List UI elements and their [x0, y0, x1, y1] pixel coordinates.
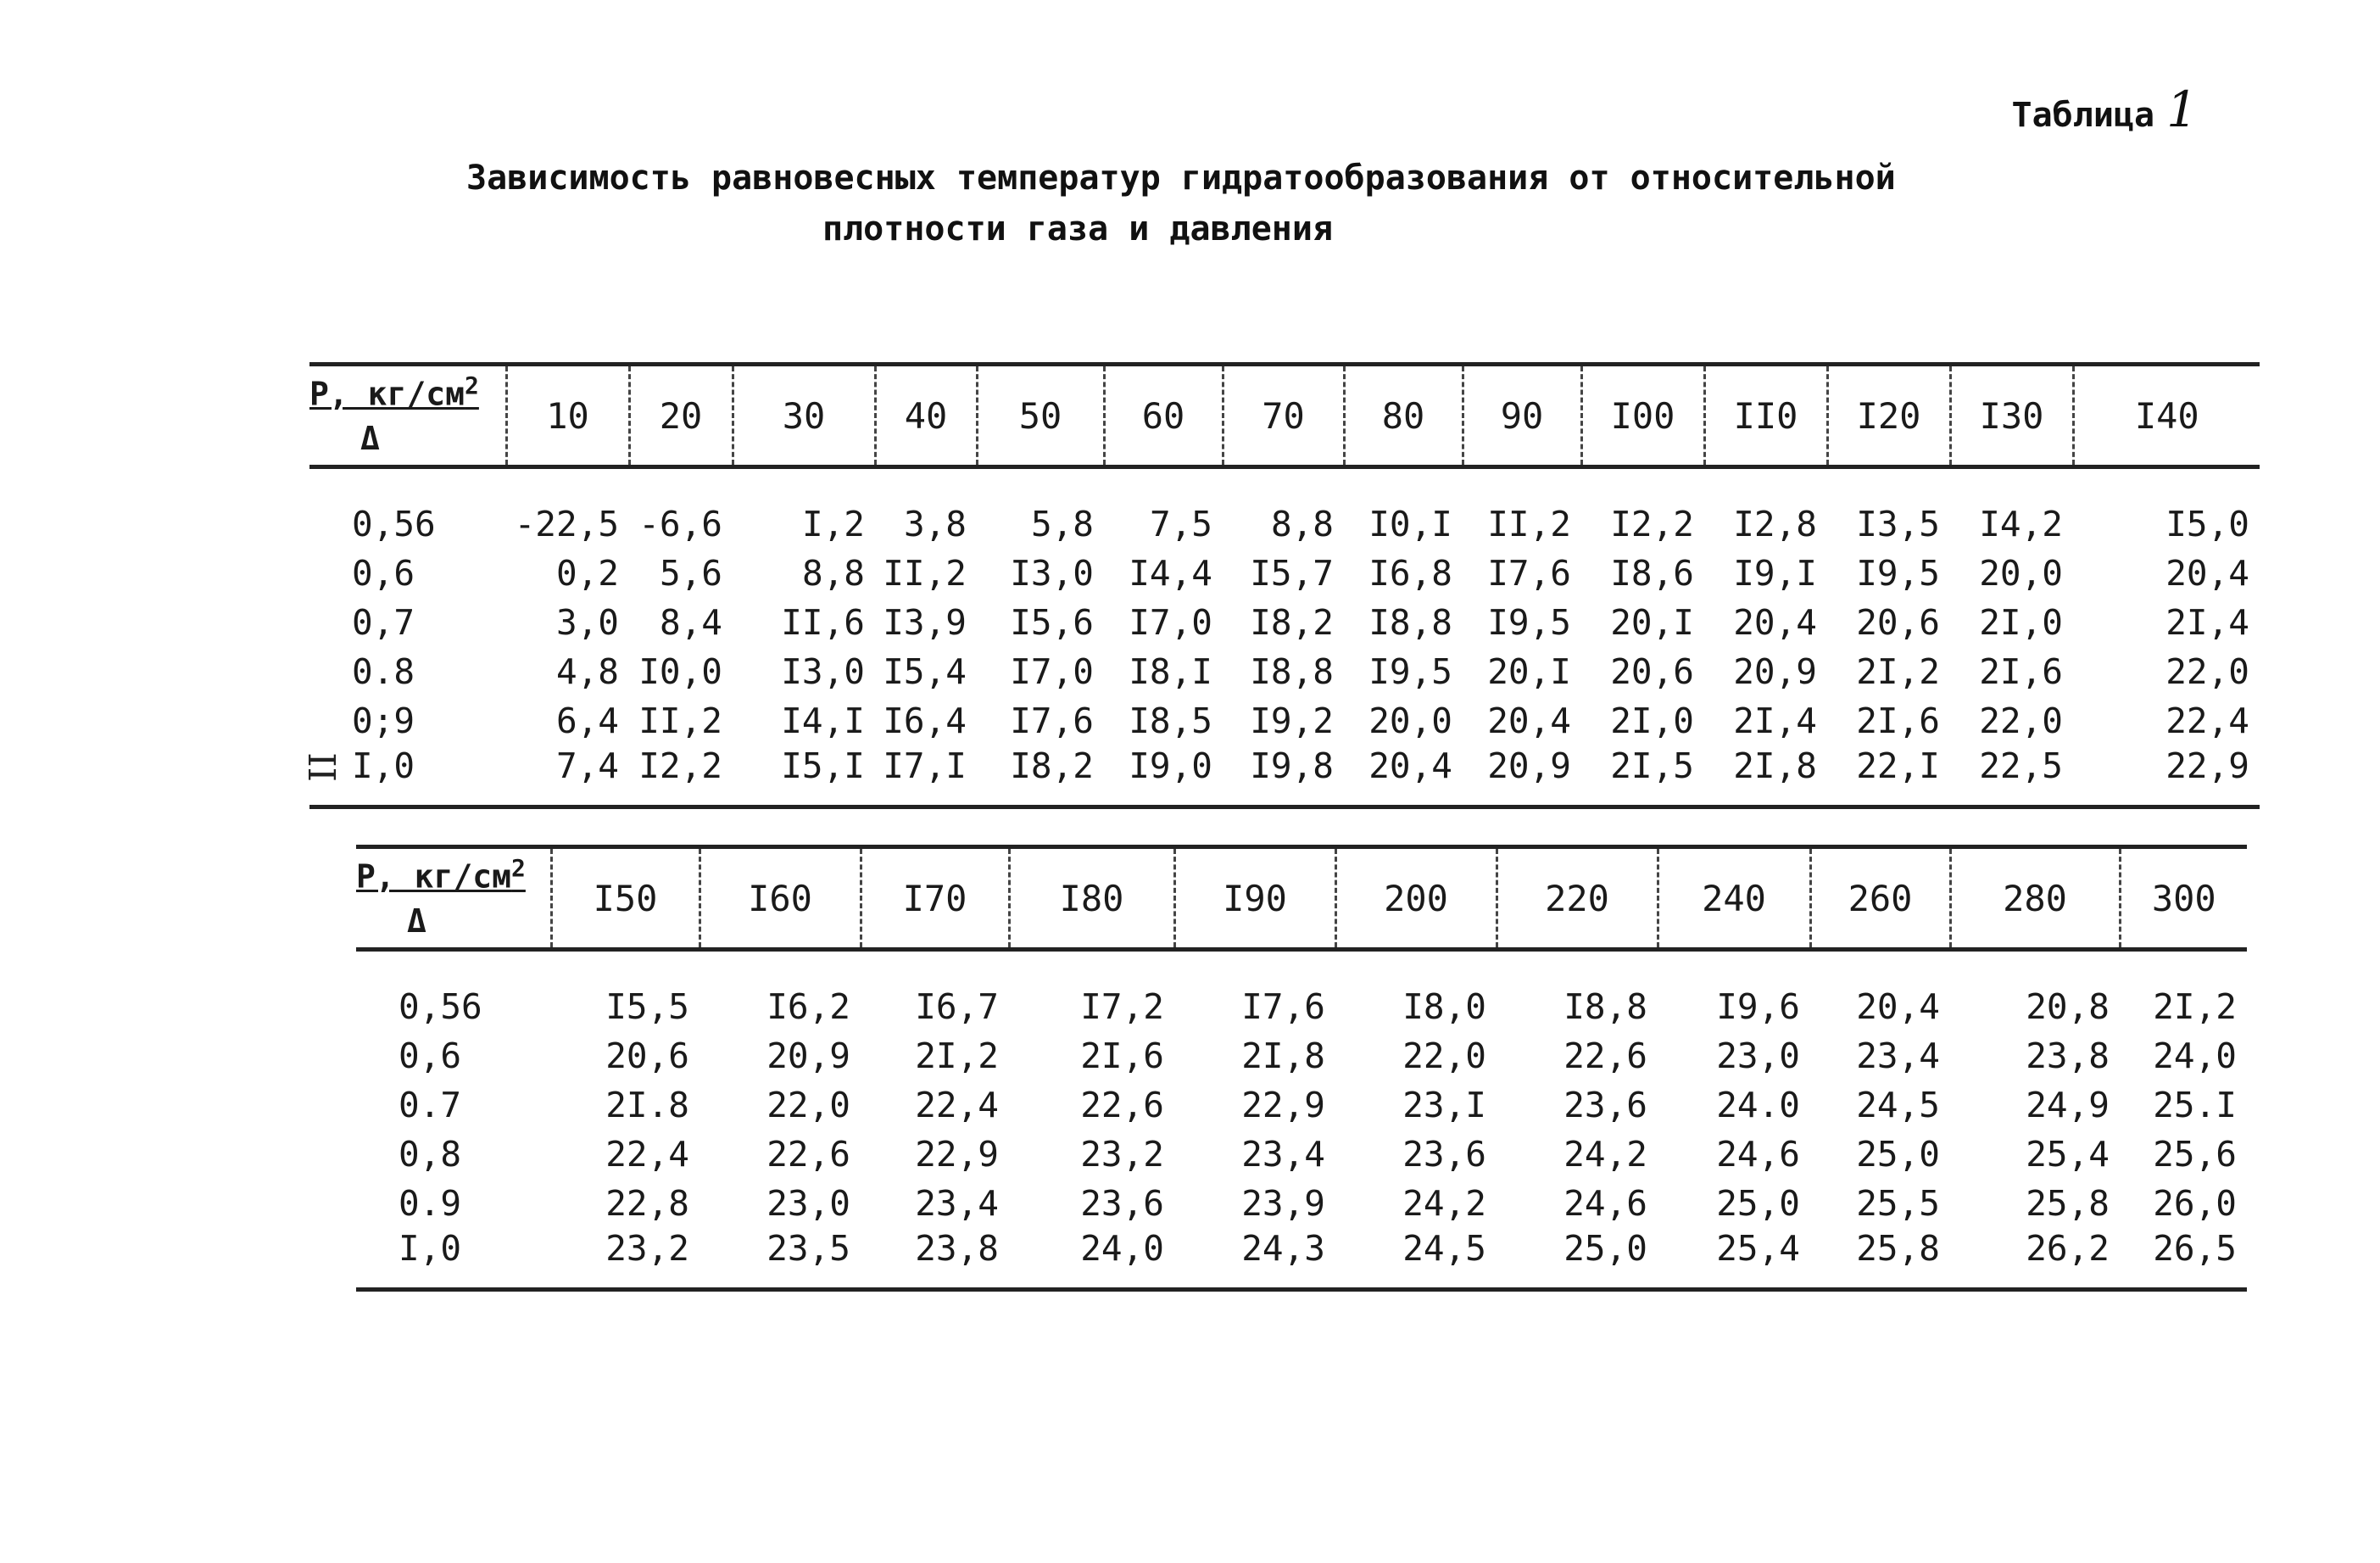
temperature-cell: 23,4 — [1856, 1035, 1940, 1076]
pressure-header: 200 — [1335, 847, 1497, 950]
temperature-cell: 25,8 — [2026, 1183, 2110, 1224]
temperature-cell: I7,6 — [1487, 553, 1571, 594]
temperature-cell: I9,2 — [1250, 701, 1334, 741]
temperature-cell: I0,I — [1368, 504, 1452, 544]
pressure-header: I90 — [1174, 847, 1335, 950]
temperature-cell: I4,4 — [1129, 553, 1212, 594]
temperature-cell: I2,2 — [629, 745, 733, 807]
temperature-cell: I8,5 — [1129, 701, 1212, 741]
temperature-cell: 2I,5 — [1581, 745, 1704, 807]
temperature-cell: 20,4 — [1733, 602, 1817, 643]
pressure-header: 240 — [1658, 847, 1810, 950]
temperature-cell: -22,5 — [514, 504, 619, 544]
temperature-cell: I3,5 — [1856, 504, 1940, 544]
pressure-header: I40 — [2073, 365, 2260, 467]
temperature-cell: 23,9 — [1241, 1183, 1325, 1224]
pressure-unit: Р, кг/см — [356, 857, 512, 896]
density-cell: I,0 — [309, 745, 506, 807]
pressure-header: II0 — [1704, 365, 1827, 467]
temperature-cell: 24,0 — [2153, 1035, 2237, 1076]
temperature-cell: 20,8 — [2026, 986, 2110, 1027]
temperature-cell: 8,4 — [659, 602, 722, 643]
pressure-header: 280 — [1950, 847, 2120, 950]
density-cell: 0,56 — [399, 986, 482, 1027]
temperature-cell: 20,I — [1487, 651, 1571, 692]
temperature-cell: I6,7 — [915, 986, 999, 1027]
temperature-cell: 22,I — [1827, 745, 1950, 807]
temperature-cell: 7,5 — [1149, 504, 1212, 544]
table-row — [309, 549, 2260, 598]
temperature-cell: 5,6 — [659, 553, 722, 594]
density-cell: 0,7 — [352, 602, 415, 643]
temperature-cell: 23,6 — [1080, 1183, 1164, 1224]
temperature-cell: 2I,0 — [1610, 701, 1694, 741]
title-line-1: Зависимость равновесных температур гидратообразования от относительной — [466, 159, 1896, 198]
table-row — [356, 1228, 2247, 1290]
temperature-cell: II,2 — [883, 553, 967, 594]
temperature-cell: 23,4 — [915, 1183, 999, 1224]
temperature-cell: II,2 — [1487, 504, 1571, 544]
temperature-cell: 23,6 — [1563, 1085, 1647, 1125]
temperature-cell: II,2 — [638, 701, 722, 741]
table-row — [356, 1130, 2247, 1179]
temperature-cell: 23,2 — [551, 1228, 700, 1290]
temperature-cell: I9,I — [1733, 553, 1817, 594]
temperature-cell: 20,9 — [1733, 651, 1817, 692]
temperature-cell: 24,5 — [1856, 1085, 1940, 1125]
temperature-cell: 25,6 — [2153, 1134, 2237, 1175]
temperature-cell: I8,8 — [1250, 651, 1334, 692]
temperature-cell: 23,0 — [1716, 1035, 1800, 1076]
temperature-cell: 20,4 — [2165, 553, 2249, 594]
temperature-cell: 2I,6 — [1080, 1035, 1164, 1076]
spacer-cell — [309, 467, 2260, 500]
temperature-cell: 26,2 — [1950, 1228, 2120, 1290]
temperature-cell: 25,5 — [1856, 1183, 1940, 1224]
temperature-cell: I7,2 — [1080, 986, 1164, 1027]
temperature-cell: 23,6 — [1402, 1134, 1486, 1175]
temperature-cell: I5,7 — [1250, 553, 1334, 594]
temperature-cell: 22,0 — [766, 1085, 850, 1125]
temperature-cell: I3,0 — [1010, 553, 1094, 594]
density-cell: 0.9 — [399, 1183, 462, 1224]
table-row — [356, 1031, 2247, 1080]
pressure-header: 50 — [977, 365, 1104, 467]
pressure-header: I50 — [551, 847, 700, 950]
pressure-exponent: 2 — [511, 854, 526, 882]
temperature-cell: 25,4 — [2026, 1134, 2110, 1175]
temperature-cell: I8,I — [1129, 651, 1212, 692]
temperature-cell: I9,6 — [1716, 986, 1800, 1027]
temperature-cell: 2I,6 — [1979, 651, 2063, 692]
temperature-cell: 24,2 — [1402, 1183, 1486, 1224]
temperature-cell: 24,9 — [2026, 1085, 2110, 1125]
density-cell: 0,56 — [352, 504, 436, 544]
pressure-header: 300 — [2120, 847, 2247, 950]
temperature-cell: 25,8 — [1810, 1228, 1950, 1290]
temperature-cell: 22,4 — [915, 1085, 999, 1125]
temperature-cell: I9,5 — [1368, 651, 1452, 692]
temperature-cell: 20,I — [1610, 602, 1694, 643]
header-row — [309, 365, 2260, 467]
temperature-cell: 25,4 — [1658, 1228, 1810, 1290]
temperature-cell: 26,5 — [2120, 1228, 2247, 1290]
temperature-cell: 25,0 — [1497, 1228, 1658, 1290]
pressure-header: 260 — [1810, 847, 1950, 950]
temperature-cell: 23,4 — [1241, 1134, 1325, 1175]
temperature-cell: 20,0 — [1979, 553, 2063, 594]
temperature-cell: I5,I — [733, 745, 875, 807]
temperature-cell: 23,8 — [861, 1228, 1009, 1290]
pressure-header: 80 — [1344, 365, 1463, 467]
temperature-cell: 20,9 — [766, 1035, 850, 1076]
temperature-cell: 23,8 — [2026, 1035, 2110, 1076]
temperature-cell: I8,2 — [977, 745, 1104, 807]
temperature-cell: 22,0 — [1402, 1035, 1486, 1076]
table-row — [356, 1080, 2247, 1130]
temperature-cell: I5,5 — [605, 986, 689, 1027]
temperature-cell: 22,4 — [605, 1134, 689, 1175]
temperature-cell: I8,8 — [1368, 602, 1452, 643]
temperature-cell: I7,0 — [1129, 602, 1212, 643]
temperature-cell: 0,2 — [555, 553, 619, 594]
temperature-cell: 20,0 — [1368, 701, 1452, 741]
temperature-cell: 3,8 — [903, 504, 967, 544]
pressure-label — [356, 854, 550, 896]
pressure-header: 30 — [733, 365, 875, 467]
document-title — [399, 153, 1993, 254]
temperature-cell: 22,6 — [1563, 1035, 1647, 1076]
temperature-cell: II,6 — [781, 602, 865, 643]
temperature-cell: I8,2 — [1250, 602, 1334, 643]
temperature-cell: I9,8 — [1223, 745, 1344, 807]
temperature-cell: 22,9 — [915, 1134, 999, 1175]
side-mark: II — [302, 752, 345, 782]
spacer-row — [356, 950, 2247, 983]
pressure-header: 60 — [1104, 365, 1223, 467]
pressure-header: I00 — [1581, 365, 1704, 467]
temperature-cell: 20,4 — [1856, 986, 1940, 1027]
pressure-header: I60 — [700, 847, 861, 950]
table-row — [309, 647, 2260, 696]
corner-header — [356, 847, 551, 950]
spacer-cell — [356, 950, 2247, 983]
temperature-cell: 26,0 — [2153, 1183, 2237, 1224]
temperature-cell: 20,4 — [1487, 701, 1571, 741]
temperature-cell: I3,9 — [883, 602, 967, 643]
pressure-header: I70 — [861, 847, 1009, 950]
temperature-cell: 23,0 — [766, 1183, 850, 1224]
table-row — [309, 745, 2260, 807]
temperature-cell: I7,0 — [1010, 651, 1094, 692]
temperature-cell: I9,0 — [1104, 745, 1223, 807]
table-row — [356, 982, 2247, 1031]
temperature-cell: 22,5 — [1950, 745, 2073, 807]
temperature-cell: I4,I — [781, 701, 865, 741]
temperature-cell: 2I,8 — [1704, 745, 1827, 807]
density-cell: 0.8 — [352, 651, 415, 692]
table-row — [309, 598, 2260, 647]
temperature-cell: 22,0 — [2165, 651, 2249, 692]
temperature-cell: I6,4 — [883, 701, 967, 741]
temperature-cell: I5,0 — [2165, 504, 2249, 544]
temperature-cell: I8,8 — [1563, 986, 1647, 1027]
temperature-cell: 2I,2 — [915, 1035, 999, 1076]
pressure-header: I20 — [1827, 365, 1950, 467]
pressure-header: 40 — [875, 365, 977, 467]
table-row — [309, 696, 2260, 745]
temperature-cell: 23,2 — [1080, 1134, 1164, 1175]
temperature-cell: 2I,4 — [1733, 701, 1817, 741]
temperature-cell: I3,0 — [781, 651, 865, 692]
temperature-cell: 7,4 — [506, 745, 629, 807]
temperature-cell: I7,6 — [1241, 986, 1325, 1027]
temperature-cell: 2I,2 — [1856, 651, 1940, 692]
density-cell: 0;9 — [352, 701, 415, 741]
hydrate-table-2 — [356, 845, 2247, 1292]
temperature-cell: 4,8 — [555, 651, 619, 692]
pressure-unit: Р, кг/см — [309, 375, 465, 413]
temperature-cell: -6,6 — [638, 504, 722, 544]
pressure-header: 10 — [506, 365, 629, 467]
pressure-header: 90 — [1463, 365, 1581, 467]
temperature-cell: I0,0 — [638, 651, 722, 692]
corner-header — [309, 365, 506, 467]
table-row — [356, 1179, 2247, 1228]
density-cell: 0.7 — [399, 1085, 462, 1125]
pressure-header: 70 — [1223, 365, 1344, 467]
temperature-cell: I,2 — [801, 504, 865, 544]
pressure-header: 220 — [1497, 847, 1658, 950]
temperature-cell: I9,5 — [1487, 602, 1571, 643]
temperature-cell: I9,5 — [1856, 553, 1940, 594]
temperature-cell: I4,2 — [1979, 504, 2063, 544]
temperature-cell: 2I,0 — [1979, 602, 2063, 643]
spacer-row — [309, 467, 2260, 500]
temperature-cell: I5,6 — [1010, 602, 1094, 643]
temperature-cell: 25,0 — [1716, 1183, 1800, 1224]
density-cell: I,0 — [356, 1228, 551, 1290]
temperature-cell: I7,6 — [1010, 701, 1094, 741]
temperature-cell: 22,6 — [766, 1134, 850, 1175]
temperature-cell: I5,4 — [883, 651, 967, 692]
temperature-cell: 24,2 — [1563, 1134, 1647, 1175]
hydrate-table-1 — [309, 362, 2260, 809]
temperature-cell: 24,3 — [1174, 1228, 1335, 1290]
title-line-2: плотности газа и давления — [822, 209, 1334, 248]
temperature-cell: 20,6 — [1610, 651, 1694, 692]
temperature-cell: 6,4 — [555, 701, 619, 741]
temperature-cell: I8,0 — [1402, 986, 1486, 1027]
pressure-header: 20 — [629, 365, 733, 467]
header-row — [356, 847, 2247, 950]
pressure-header: I80 — [1009, 847, 1174, 950]
temperature-cell: 20,6 — [1856, 602, 1940, 643]
temperature-cell: 23,I — [1402, 1085, 1486, 1125]
temperature-cell: I8,6 — [1610, 553, 1694, 594]
temperature-cell: I7,I — [875, 745, 977, 807]
temperature-cell: 22,0 — [1979, 701, 2063, 741]
temperature-cell: 20,4 — [1344, 745, 1463, 807]
temperature-cell: 2I,8 — [1241, 1035, 1325, 1076]
temperature-cell: 23,5 — [700, 1228, 861, 1290]
temperature-cell: 5,8 — [1030, 504, 1094, 544]
temperature-cell: 3,0 — [555, 602, 619, 643]
table-caption-label: Таблица — [2011, 96, 2155, 135]
temperature-cell: 8,8 — [801, 553, 865, 594]
temperature-cell: 2I,2 — [2153, 986, 2237, 1027]
temperature-cell: 20,6 — [605, 1035, 689, 1076]
pressure-label — [309, 371, 505, 413]
density-cell: 0,6 — [352, 553, 415, 594]
density-cell: 0,8 — [399, 1134, 462, 1175]
table-caption-number: 1 — [2166, 81, 2198, 138]
pressure-exponent: 2 — [465, 371, 479, 399]
temperature-cell: 2I,4 — [2165, 602, 2249, 643]
temperature-cell: 25.I — [2153, 1085, 2237, 1125]
temperature-cell: 24,0 — [1009, 1228, 1174, 1290]
density-label: Δ — [407, 902, 426, 940]
temperature-cell: I2,8 — [1733, 504, 1817, 544]
table-row — [309, 500, 2260, 549]
temperature-cell: 20,9 — [1463, 745, 1581, 807]
pressure-header: I30 — [1950, 365, 2073, 467]
temperature-cell: 2I,6 — [1856, 701, 1940, 741]
temperature-cell: 22,4 — [2165, 701, 2249, 741]
temperature-cell: 22,9 — [2073, 745, 2260, 807]
temperature-cell: 8,8 — [1270, 504, 1334, 544]
temperature-cell: 2I.8 — [605, 1085, 689, 1125]
temperature-cell: 22,9 — [1241, 1085, 1325, 1125]
temperature-cell: 24,6 — [1563, 1183, 1647, 1224]
temperature-cell: I6,2 — [766, 986, 850, 1027]
temperature-cell: 24.0 — [1716, 1085, 1800, 1125]
temperature-cell: 22,8 — [605, 1183, 689, 1224]
temperature-cell: I6,8 — [1368, 553, 1452, 594]
density-label: Δ — [360, 419, 380, 457]
density-cell: 0,6 — [399, 1035, 462, 1076]
temperature-cell: 22,6 — [1080, 1085, 1164, 1125]
temperature-cell: 24,5 — [1335, 1228, 1497, 1290]
temperature-cell: 24,6 — [1716, 1134, 1800, 1175]
temperature-cell: I2,2 — [1610, 504, 1694, 544]
table-caption — [2012, 81, 2198, 138]
temperature-cell: 25,0 — [1856, 1134, 1940, 1175]
